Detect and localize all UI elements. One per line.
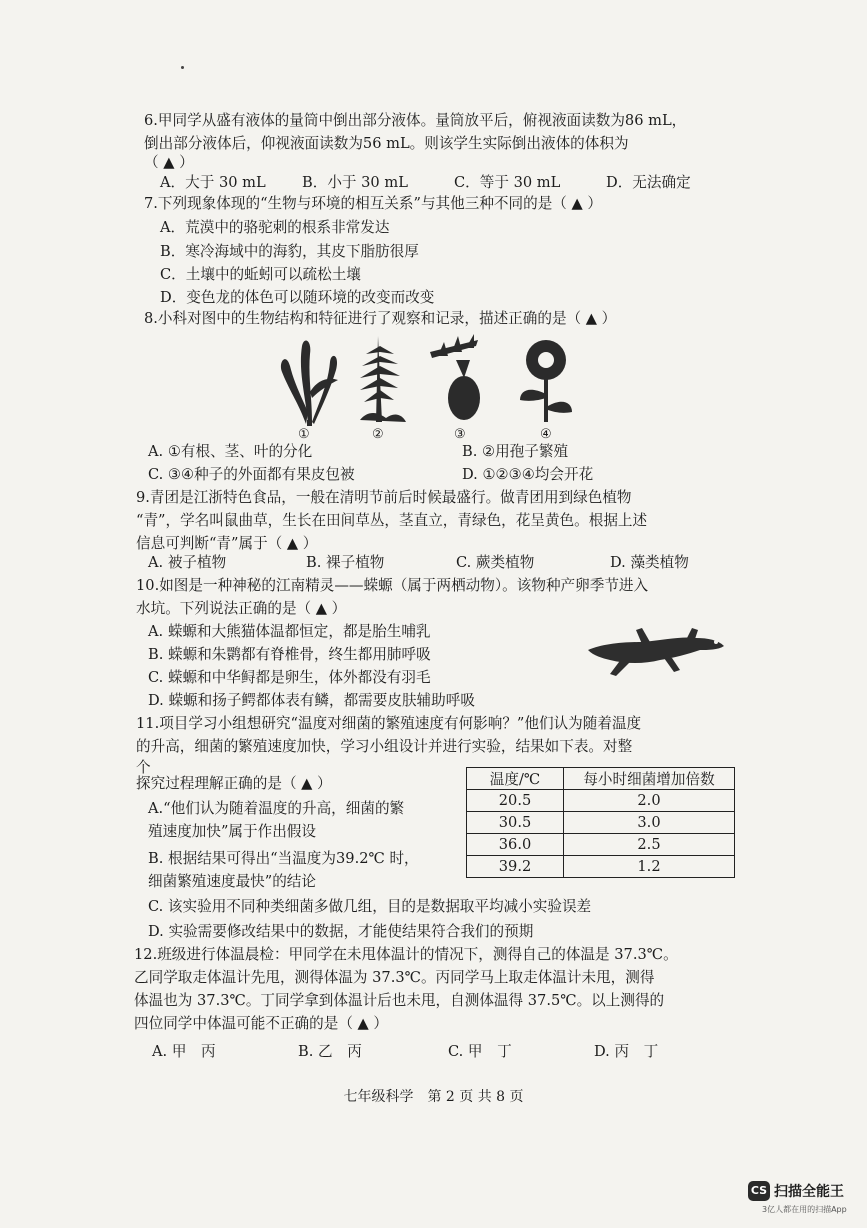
q12-option-a: A. 甲 丙 <box>152 1043 216 1060</box>
table-cell: 2.5 <box>564 834 735 856</box>
q8-option-b: B. ②用孢子繁殖 <box>462 443 569 460</box>
page-footer: 七年级科学 第 2 页 共 8 页 <box>343 1089 524 1105</box>
table-header-temperature: 温度/℃ <box>467 768 564 790</box>
q10-line1: 10.如图是一种神秘的江南精灵——蝾螈（属于两栖动物）。该物种产卵季节进入 <box>136 577 649 594</box>
table-cell: 2.0 <box>564 790 735 812</box>
watermark-subtitle: 3亿人都在用的扫描App <box>762 1205 847 1214</box>
q8-option-a: A. ①有根、茎、叶的分化 <box>148 443 313 460</box>
table-row <box>467 812 735 834</box>
q7-stem: 7.下列现象体现的“生物与环境的相互关系”与其他三种不同的是（ ▲ ） <box>144 195 602 212</box>
q12-options <box>152 1042 658 1062</box>
table-row <box>467 790 735 812</box>
scan-speck <box>181 66 184 69</box>
figure-label-2: ② <box>372 427 384 442</box>
q6-option-a: A．大于 30 mL <box>160 174 266 191</box>
q8-option-c: C. ③④种子的外面都有果皮包被 <box>148 466 355 483</box>
table-header-growth: 每小时细菌增加倍数 <box>564 768 735 790</box>
table-header-row <box>467 768 735 790</box>
q11-line2: 的升高，细菌的繁殖速度加快，学习小组设计并进行实验，结果如下表。对整 <box>136 738 633 755</box>
pine-cone-illustration <box>430 334 480 420</box>
q8-options-row1 <box>148 442 568 462</box>
q10-line2: 水坑。下列说法正确的是（ ▲ ） <box>136 600 347 617</box>
q6-line2: 倒出部分液体后，仰视液面读数为56 mL。则该学生实际倒出液体的体积为 <box>144 135 629 152</box>
q6-options <box>160 173 691 193</box>
figure-label-4: ④ <box>540 427 552 442</box>
table-cell: 1.2 <box>564 856 735 878</box>
scanner-watermark <box>748 1180 844 1201</box>
q6-option-b: B．小于 30 mL <box>302 174 408 191</box>
q6-line1: 6.甲同学从盛有液体的量筒中倒出部分液体。量筒放平后，俯视液面读数为86 mL， <box>144 112 687 129</box>
watermark-name: 扫描全能王 <box>774 1183 844 1200</box>
table-cell: 36.0 <box>467 834 564 856</box>
q6-line3: （ ▲ ） <box>144 154 194 171</box>
q7-option-d: D．变色龙的体色可以随环境的改变而改变 <box>160 289 435 306</box>
q7-option-a: A．荒漠中的骆驼刺的根系非常发达 <box>160 219 390 236</box>
table-cell: 20.5 <box>467 790 564 812</box>
camscanner-logo-icon: CS <box>748 1181 770 1201</box>
q12-line4: 四位同学中体温可能不正确的是（ ▲ ） <box>134 1015 389 1032</box>
figure-label-3: ③ <box>454 427 466 442</box>
q6-option-c: C．等于 30 mL <box>454 174 561 191</box>
q9-line2: “青”，学名叫鼠曲草，生长在田间草丛，茎直立，青绿色，花呈黄色。根据上述 <box>136 512 648 529</box>
salamander-illustration <box>582 620 732 680</box>
q11-option-c: C. 该实验用不同种类细菌多做几组，目的是数据取平均减小实验误差 <box>148 898 592 915</box>
q9-line3: 信息可判断“青”属于（ ▲ ） <box>136 535 318 552</box>
q11-option-b-line1: B. 根据结果可得出“当温度为39.2℃ 时， <box>148 850 419 867</box>
q12-line1: 12.班级进行体温晨检：甲同学在未甩体温计的情况下，测得自己的体温是 37.3℃。 <box>134 946 678 963</box>
q12-option-b: B. 乙 丙 <box>298 1043 362 1060</box>
q9-option-d: D. 藻类植物 <box>610 554 689 571</box>
q12-option-d: D. 丙 丁 <box>594 1043 659 1060</box>
seaweed-illustration <box>281 340 338 426</box>
table-cell: 30.5 <box>467 812 564 834</box>
table-row <box>467 856 735 878</box>
q10-option-b: B. 蝾螈和朱鹮都有脊椎骨，终生都用肺呼吸 <box>148 646 431 663</box>
q10-option-d: D. 蝾螈和扬子鳄都体表有鳞，都需要皮肤辅助呼吸 <box>148 692 475 709</box>
q12-line3: 体温也为 37.3℃。丁同学拿到体温计后也未甩，自测体温得 37.5℃。以上测得的 <box>134 992 665 1009</box>
q11-line1: 11.项目学习小组想研究“温度对细菌的繁殖速度有何影响？”他们认为随着温度 <box>136 715 642 732</box>
q9-options <box>148 553 689 573</box>
q11-data-table <box>466 767 735 878</box>
q11-option-a-line2: 殖速度加快”属于作出假设 <box>148 823 316 840</box>
q11-line4: 探究过程理解正确的是（ ▲ ） <box>136 775 332 792</box>
q6-option-d: D．无法确定 <box>606 174 691 191</box>
table-cell: 39.2 <box>467 856 564 878</box>
q9-option-a: A. 被子植物 <box>148 554 227 571</box>
q10-option-c: C. 蝾螈和中华鲟都是卵生，体外都没有羽毛 <box>148 669 431 686</box>
q10-option-a: A. 蝾螈和大熊猫体温都恒定，都是胎生哺乳 <box>148 623 431 640</box>
q11-line3: 个 <box>136 759 151 776</box>
table-cell: 3.0 <box>564 812 735 834</box>
q8-plant-figure <box>268 332 588 442</box>
fern-illustration <box>360 336 406 422</box>
q11-option-d: D. 实验需要修改结果中的数据，才能使结果符合我们的预期 <box>148 923 534 940</box>
q7-option-c: C．土壤中的蚯蚓可以疏松土壤 <box>160 266 361 283</box>
q11-option-b-line2: 细菌繁殖速度最快”的结论 <box>148 873 316 890</box>
q9-option-b: B. 裸子植物 <box>306 554 385 571</box>
q7-option-b: B．寒冷海域中的海豹，其皮下脂肪很厚 <box>160 243 419 260</box>
flowering-plant-illustration <box>520 340 572 422</box>
figure-label-1: ① <box>298 427 310 442</box>
q8-option-d: D. ①②③④均会开花 <box>462 466 594 483</box>
q12-line2: 乙同学取走体温计先甩，测得体温为 37.3℃。丙同学马上取走体温计未甩，测得 <box>134 969 655 986</box>
q11-option-a-line1: A.“他们认为随着温度的升高，细菌的繁 <box>148 800 405 817</box>
q9-option-c: C. 蕨类植物 <box>456 554 535 571</box>
table-row <box>467 834 735 856</box>
q9-line1: 9.青团是江浙特色食品，一般在清明节前后时候最盛行。做青团用到绿色植物 <box>136 489 632 506</box>
q8-stem: 8.小科对图中的生物结构和特征进行了观察和记录，描述正确的是（ ▲ ） <box>144 310 617 327</box>
q12-option-c: C. 甲 丁 <box>448 1043 512 1060</box>
q8-options-row2 <box>148 465 593 485</box>
